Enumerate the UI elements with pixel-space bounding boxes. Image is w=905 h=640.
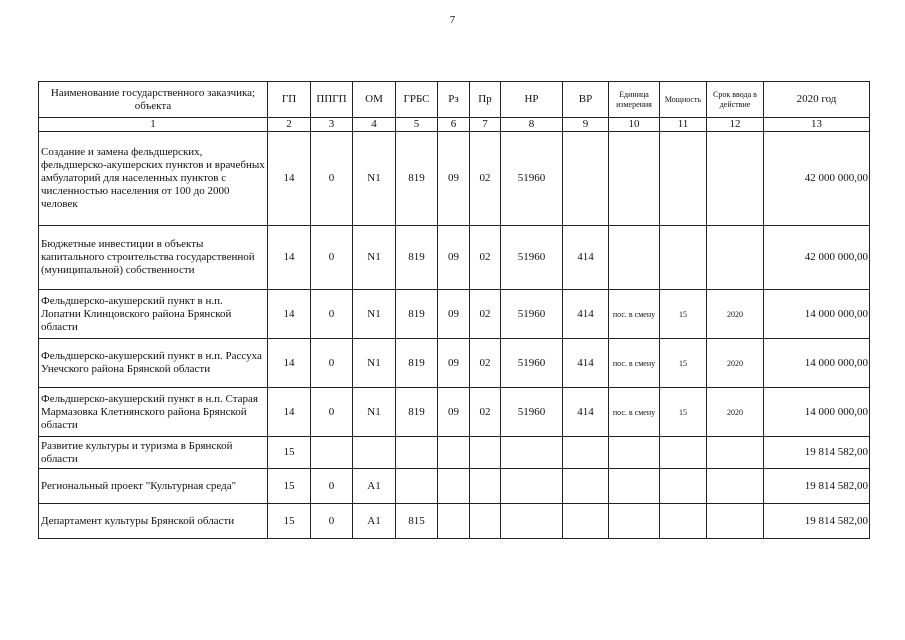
cell-gp: 15 [268, 504, 311, 539]
cell-om: N1 [353, 339, 396, 388]
cell-capacity [660, 132, 707, 226]
cell-name: Создание и замена фельдшерских, фельдшерско-акушерских пунктов и врачебных амбулаторий для населенных пунктов с численностью населения от 100 до 2000 человек [39, 132, 268, 226]
cell-rz: 09 [438, 132, 470, 226]
cell-name: Фельдшерско-акушерский пункт в н.п. Старая Мармазовка Клетнянского района Брянской области [39, 388, 268, 437]
cell-amount: 14 000 000,00 [764, 290, 870, 339]
cell-nr [501, 437, 563, 469]
cell-vr [563, 469, 609, 504]
cell-commission-date [707, 437, 764, 469]
column-number: 10 [609, 118, 660, 132]
cell-nr [501, 504, 563, 539]
cell-om: N1 [353, 226, 396, 290]
cell-om: A1 [353, 469, 396, 504]
cell-commission-date [707, 504, 764, 539]
cell-pr: 02 [470, 388, 501, 437]
budget-table [38, 81, 870, 539]
cell-pr [470, 469, 501, 504]
column-number: 1 [39, 118, 268, 132]
cell-amount: 19 814 582,00 [764, 437, 870, 469]
page-number: 7 [449, 14, 456, 26]
column-number: 2 [268, 118, 311, 132]
cell-name: Развитие культуры и туризма в Брянской области [39, 437, 268, 469]
header-name: Наименование государственного заказчика; объекта [39, 82, 268, 118]
cell-capacity [660, 504, 707, 539]
column-number: 3 [311, 118, 353, 132]
cell-pr: 02 [470, 339, 501, 388]
cell-capacity [660, 469, 707, 504]
table-body [39, 132, 870, 539]
header-om: ОМ [353, 82, 396, 118]
column-number: 12 [707, 118, 764, 132]
cell-unit: пос. в смену [609, 388, 660, 437]
cell-rz: 09 [438, 339, 470, 388]
cell-commission-date [707, 132, 764, 226]
cell-gp: 15 [268, 437, 311, 469]
cell-ppgp: 0 [311, 339, 353, 388]
header-year-2020: 2020 год [764, 82, 870, 118]
cell-rz: 09 [438, 290, 470, 339]
cell-gp: 14 [268, 388, 311, 437]
table-row [39, 226, 870, 290]
cell-vr [563, 132, 609, 226]
column-number: 5 [396, 118, 438, 132]
cell-capacity: 15 [660, 339, 707, 388]
header-unit: Единица измерения [609, 82, 660, 118]
cell-om [353, 437, 396, 469]
cell-commission-date: 2020 [707, 339, 764, 388]
column-number: 9 [563, 118, 609, 132]
cell-pr: 02 [470, 290, 501, 339]
table-row [39, 504, 870, 539]
header-ppgp: ППГП [311, 82, 353, 118]
column-number: 8 [501, 118, 563, 132]
cell-unit: пос. в смену [609, 290, 660, 339]
cell-rz: 09 [438, 388, 470, 437]
cell-amount: 14 000 000,00 [764, 388, 870, 437]
cell-rz [438, 469, 470, 504]
header-gp: ГП [268, 82, 311, 118]
header-row [39, 82, 870, 118]
header-capacity: Мощность [660, 82, 707, 118]
cell-nr: 51960 [501, 132, 563, 226]
cell-gp: 14 [268, 226, 311, 290]
cell-amount: 42 000 000,00 [764, 132, 870, 226]
cell-unit: пос. в смену [609, 339, 660, 388]
cell-pr: 02 [470, 226, 501, 290]
cell-rz [438, 437, 470, 469]
column-number: 13 [764, 118, 870, 132]
cell-gp: 15 [268, 469, 311, 504]
table-row [39, 388, 870, 437]
cell-grbs [396, 469, 438, 504]
cell-nr: 51960 [501, 290, 563, 339]
cell-ppgp [311, 437, 353, 469]
cell-name: Фельдшерско-акушерский пункт в н.п. Рассуха Унечского района Брянской области [39, 339, 268, 388]
cell-unit [609, 504, 660, 539]
table-row [39, 339, 870, 388]
cell-vr: 414 [563, 339, 609, 388]
cell-amount: 19 814 582,00 [764, 469, 870, 504]
table-row [39, 132, 870, 226]
cell-pr: 02 [470, 132, 501, 226]
cell-vr: 414 [563, 226, 609, 290]
cell-grbs: 819 [396, 226, 438, 290]
cell-nr [501, 469, 563, 504]
cell-capacity [660, 226, 707, 290]
cell-commission-date [707, 226, 764, 290]
header-commission-date: Срок ввода в действие [707, 82, 764, 118]
cell-om: N1 [353, 388, 396, 437]
cell-capacity: 15 [660, 388, 707, 437]
cell-rz: 09 [438, 226, 470, 290]
cell-capacity [660, 437, 707, 469]
cell-pr [470, 504, 501, 539]
cell-ppgp: 0 [311, 226, 353, 290]
cell-grbs: 819 [396, 388, 438, 437]
column-number: 6 [438, 118, 470, 132]
cell-unit [609, 132, 660, 226]
column-number: 4 [353, 118, 396, 132]
cell-commission-date: 2020 [707, 388, 764, 437]
cell-grbs: 819 [396, 339, 438, 388]
cell-nr: 51960 [501, 388, 563, 437]
table-row [39, 290, 870, 339]
cell-name: Департамент культуры Брянской области [39, 504, 268, 539]
cell-gp: 14 [268, 290, 311, 339]
cell-vr: 414 [563, 388, 609, 437]
cell-grbs: 819 [396, 132, 438, 226]
cell-commission-date: 2020 [707, 290, 764, 339]
cell-gp: 14 [268, 339, 311, 388]
cell-vr [563, 437, 609, 469]
header-rz: Рз [438, 82, 470, 118]
cell-amount: 14 000 000,00 [764, 339, 870, 388]
cell-name: Фельдшерско-акушерский пункт в н.п. Лопатни Клинцовского района Брянской области [39, 290, 268, 339]
cell-grbs: 815 [396, 504, 438, 539]
cell-ppgp: 0 [311, 504, 353, 539]
cell-grbs: 819 [396, 290, 438, 339]
cell-om: N1 [353, 290, 396, 339]
cell-ppgp: 0 [311, 469, 353, 504]
column-number-row [39, 118, 870, 132]
cell-amount: 19 814 582,00 [764, 504, 870, 539]
cell-capacity: 15 [660, 290, 707, 339]
cell-vr [563, 504, 609, 539]
column-number: 7 [470, 118, 501, 132]
cell-om: A1 [353, 504, 396, 539]
header-pr: Пр [470, 82, 501, 118]
cell-commission-date [707, 469, 764, 504]
cell-pr [470, 437, 501, 469]
cell-rz [438, 504, 470, 539]
cell-nr: 51960 [501, 339, 563, 388]
cell-ppgp: 0 [311, 132, 353, 226]
cell-unit [609, 226, 660, 290]
cell-ppgp: 0 [311, 388, 353, 437]
header-grbs: ГРБС [396, 82, 438, 118]
header-vr: ВР [563, 82, 609, 118]
cell-ppgp: 0 [311, 290, 353, 339]
cell-grbs [396, 437, 438, 469]
cell-om: N1 [353, 132, 396, 226]
cell-name: Бюджетные инвестиции в объекты капитального строительства государственной (муниципальной) собственности [39, 226, 268, 290]
column-number: 11 [660, 118, 707, 132]
table-row [39, 469, 870, 504]
cell-unit [609, 469, 660, 504]
table-row [39, 437, 870, 469]
cell-vr: 414 [563, 290, 609, 339]
cell-unit [609, 437, 660, 469]
cell-nr: 51960 [501, 226, 563, 290]
cell-amount: 42 000 000,00 [764, 226, 870, 290]
header-nr: НР [501, 82, 563, 118]
cell-name: Региональный проект "Культурная среда" [39, 469, 268, 504]
cell-gp: 14 [268, 132, 311, 226]
